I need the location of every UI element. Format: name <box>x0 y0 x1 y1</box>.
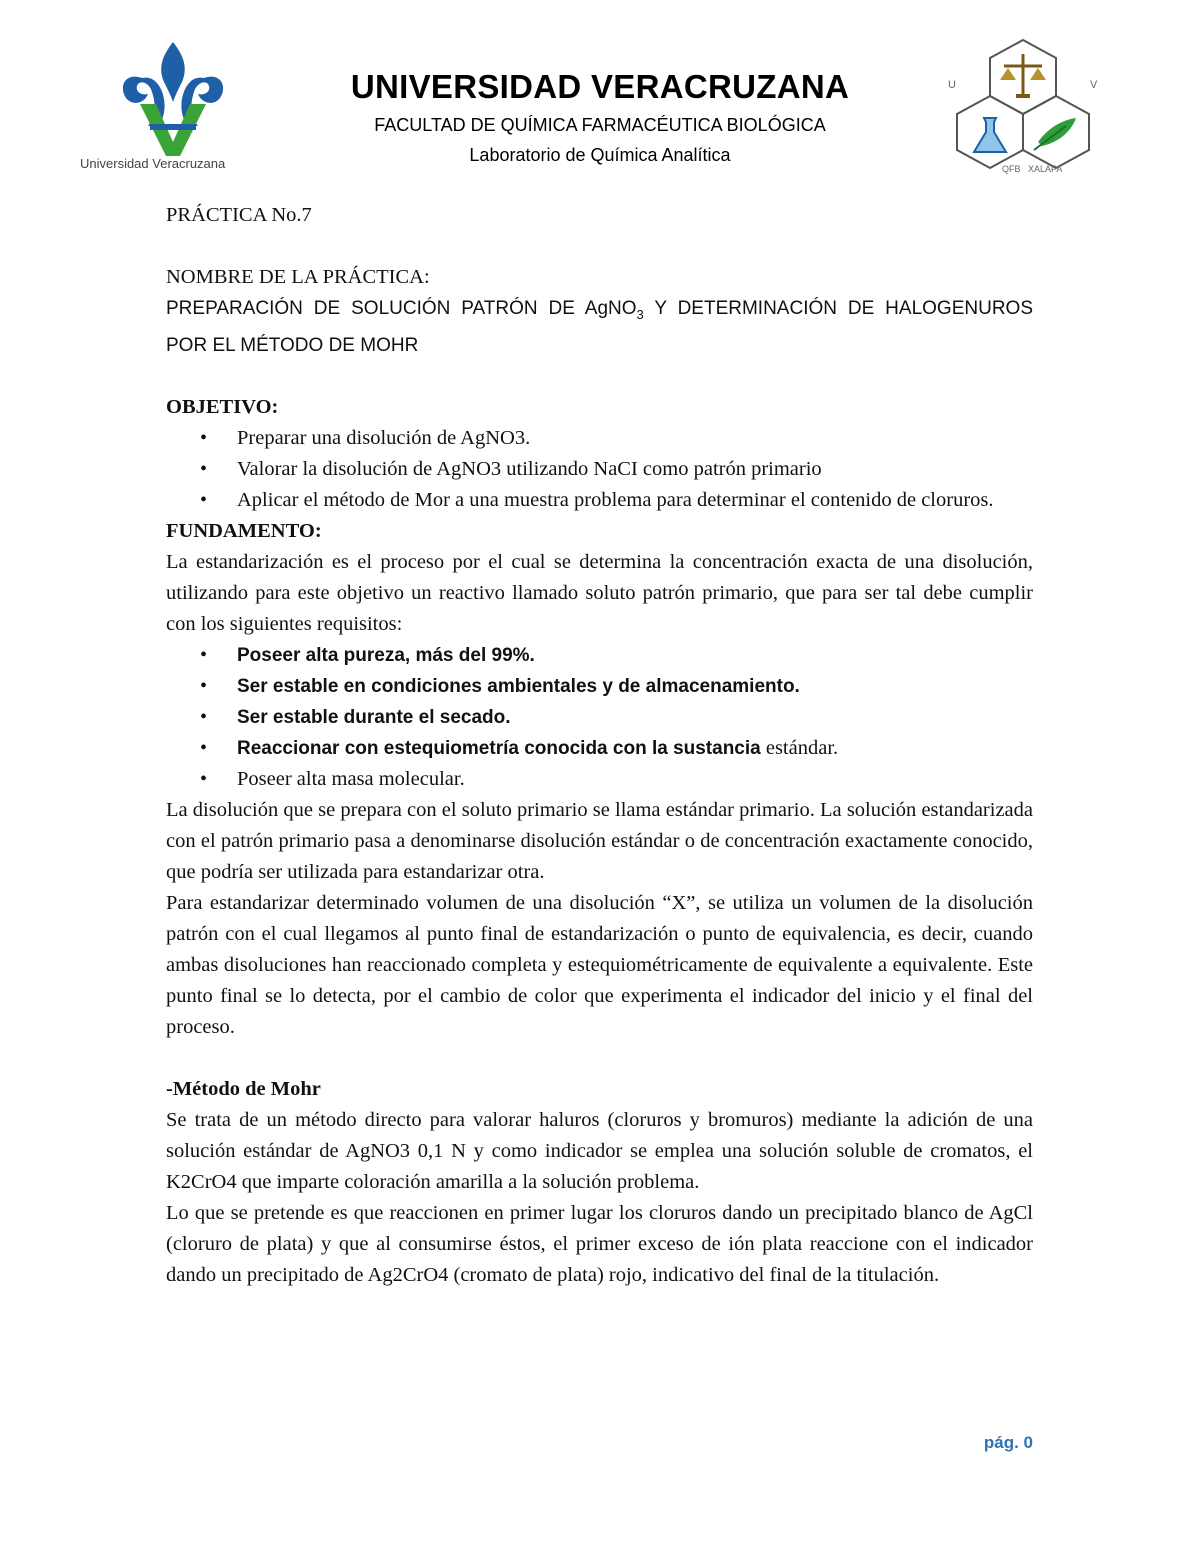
list-item: • Aplicar el método de Mor a una muestra problema para determinar el contenido de cloruros. <box>166 485 1033 516</box>
requirements-list <box>166 640 1033 795</box>
right-logo-letter-v: V <box>1090 79 1098 91</box>
mohr-paragraph-1: Se trata de un método directo para valorar haluros (cloruros y bromuros) mediante la adición de una solución estándar de AgNO3 0,1 N y como indicador se emplea una solución soluble de cromatos, el K2CrO4 que imparte coloración amarilla a la solución problema. <box>166 1108 1033 1193</box>
bullet-icon: • <box>200 674 208 697</box>
objective-heading: OBJETIVO: <box>166 395 279 418</box>
page-number: pág. 0 <box>983 1433 1033 1452</box>
list-item: • Ser estable en condiciones ambientales y de almacenamiento. <box>166 671 1033 702</box>
list-item: • Reaccionar con estequiometría conocida con la sustancia estándar. <box>166 733 1033 764</box>
mohr-paragraph-2: Lo que se pretende es que reaccionen en primer lugar los cloruros dando un precipitado blanco de AgCl (cloruro de plata) y que al consumirse éstos, el primer exceso de ión plata reaccione con el indicador dando un precipitado de Ag2CrO4 (cromato de plata) rojo, indicativo del final de la titulación. <box>166 1201 1033 1286</box>
bullet-icon: • <box>200 767 208 790</box>
bullet-icon: • <box>200 736 208 759</box>
qfb-xalapa-logo <box>938 38 1108 176</box>
faculty-subtitle: FACULTAD DE QUÍMICA FARMACÉUTICA BIOLÓGICA <box>374 115 826 135</box>
universidad-veracruzana-logo <box>78 38 268 178</box>
document-body <box>166 200 1033 1291</box>
right-logo-caption-qfb: QFB <box>1002 164 1021 174</box>
mohr-heading: -Método de Mohr <box>166 1077 321 1100</box>
bullet-icon: • <box>200 457 208 480</box>
bullet-icon: • <box>200 488 208 511</box>
practice-name-line-1: PREPARACIÓN DE SOLUCIÓN PATRÓN DE AgNO$_3$ Y DETERMINACIÓN DE HALOGENUROS <box>166 298 1033 322</box>
list-item: • Poseer alta pureza, más del 99%. <box>166 640 1033 671</box>
list-item: • Preparar una disolución de AgNO3. <box>166 423 1033 454</box>
fundamento-paragraph-1: La disolución que se prepara con el soluto primario se llama estándar primario. La solución estandarizada con el patrón primario pasa a denominarse disolución estándar o de concentración exactamente conocido, que podría ser utilizada para estandarizar otra. <box>166 798 1033 883</box>
practice-name-line-2: POR EL MÉTODO DE MOHR <box>166 334 419 356</box>
list-item: • Poseer alta masa molecular. <box>166 764 1033 795</box>
bullet-icon: • <box>200 705 208 728</box>
objective-list <box>166 423 1033 516</box>
practice-number: PRÁCTICA No.7 <box>166 204 312 226</box>
fundamento-intro: La estandarización es el proceso por el cual se determina la concentración exacta de una disolución, utilizando para este objetivo un reactivo llamado soluto patrón primario, que para ser tal debe cumplir con los siguientes requisitos: <box>166 550 1033 635</box>
list-item: • Ser estable durante el secado. <box>166 702 1033 733</box>
fundamento-heading: FUNDAMENTO: <box>166 519 322 542</box>
right-logo-caption-xalapa: XALAPA <box>1028 164 1063 174</box>
university-title: UNIVERSIDAD VERACRUZANA <box>350 68 850 105</box>
bullet-icon: • <box>200 426 208 449</box>
right-logo-letter-u: U <box>948 79 956 91</box>
fundamento-paragraph-2: Para estandarizar determinado volumen de una disolución “X”, se utiliza un volumen de la disolución patrón con el cual llegamos al punto final de estandarización o punto de equivalencia, es decir, cuando ambas disoluciones han reaccionado completa y estequiométricamente de equivalente a equivalente. Este punto final se lo detecta, por el cambio de color que experimenta el indicador del inicio y el final del proceso. <box>166 891 1033 1038</box>
list-item: • Valorar la disolución de AgNO3 utilizando NaCI como patrón primario <box>166 454 1033 485</box>
lab-subtitle: Laboratorio de Química Analítica <box>469 145 731 165</box>
bullet-icon: • <box>200 643 208 666</box>
practice-name-heading: NOMBRE DE LA PRÁCTICA: <box>166 266 430 288</box>
page-header <box>0 0 1200 200</box>
left-logo-caption: Universidad Veracruzana <box>80 156 226 171</box>
